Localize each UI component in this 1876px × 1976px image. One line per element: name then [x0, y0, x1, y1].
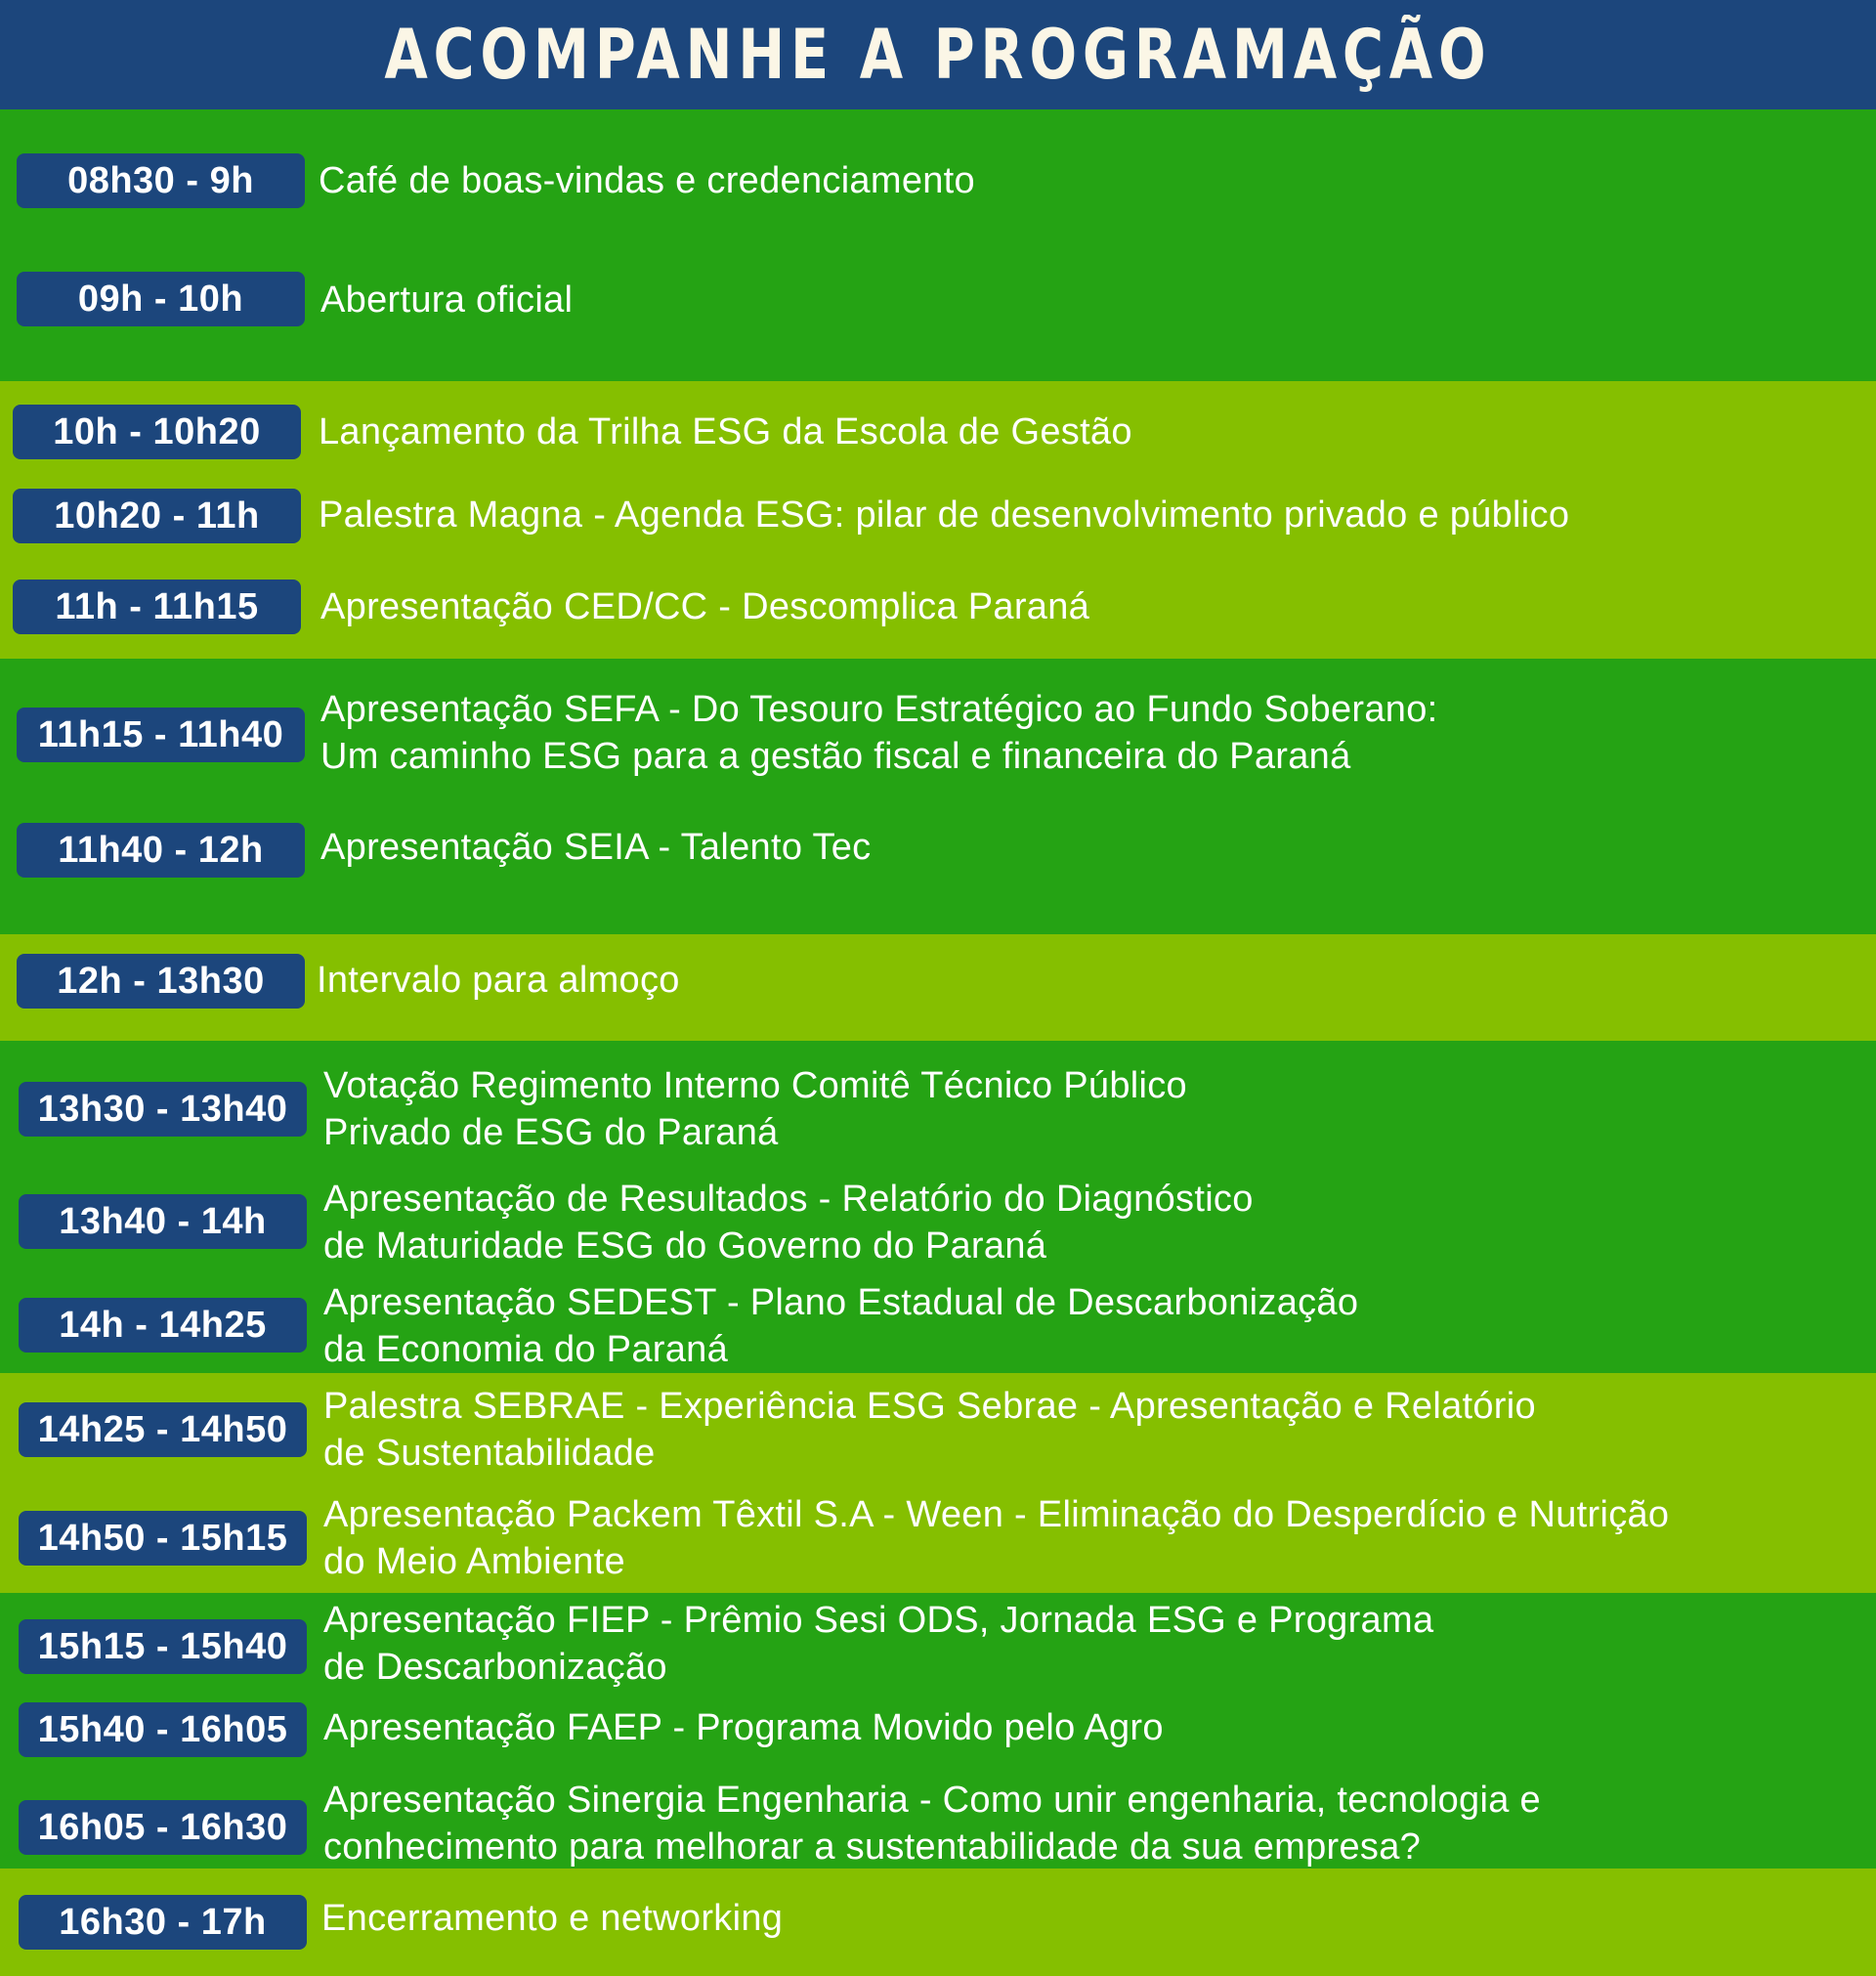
- session-title-line: Lançamento da Trilha ESG da Escola de Gestão: [319, 411, 1132, 452]
- session-title-line: Palestra Magna - Agenda ESG: pilar de desenvolvimento privado e público: [319, 494, 1570, 536]
- time-badge: 11h40 - 12h: [17, 823, 305, 878]
- session-title-line: Apresentação Sinergia Engenharia - Como unir engenharia, tecnologia e: [323, 1780, 1541, 1821]
- session-title-line: do Meio Ambiente: [323, 1541, 625, 1582]
- time-badge: 14h - 14h25: [19, 1298, 307, 1353]
- session-title: [323, 1062, 1187, 1156]
- session-title: [319, 157, 975, 204]
- time-badge: 14h50 - 15h15: [19, 1511, 307, 1566]
- session-title: [323, 1383, 1536, 1477]
- session-title-line: Palestra SEBRAE - Experiência ESG Sebrae - Apresentação e Relatório: [323, 1386, 1536, 1427]
- session-title-line: Um caminho ESG para a gestão fiscal e financeira do Paraná: [320, 736, 1351, 777]
- time-badge: 08h30 - 9h: [17, 153, 305, 208]
- session-title-line: Apresentação de Resultados - Relatório do Diagnóstico: [323, 1179, 1254, 1220]
- time-badge: 09h - 10h: [17, 272, 305, 326]
- session-title: [319, 408, 1132, 455]
- time-badge: 15h15 - 15h40: [19, 1619, 307, 1674]
- session-title-line: de Maturidade ESG do Governo do Paraná: [323, 1225, 1047, 1267]
- session-title: [317, 957, 680, 1004]
- session-title: [320, 824, 871, 871]
- time-badge: 11h15 - 11h40: [17, 708, 305, 762]
- session-title-line: Intervalo para almoço: [317, 960, 680, 1001]
- page-title: ACOMPANHE A PROGRAMAÇÃO: [384, 15, 1492, 95]
- session-title-line: de Sustentabilidade: [323, 1433, 656, 1474]
- header-bar: [0, 0, 1876, 109]
- time-badge: 16h05 - 16h30: [19, 1800, 307, 1855]
- time-badge: 12h - 13h30: [17, 954, 305, 1009]
- time-badge: 13h30 - 13h40: [19, 1082, 307, 1137]
- time-badge: 16h30 - 17h: [19, 1895, 307, 1950]
- session-title-line: Privado de ESG do Paraná: [323, 1112, 779, 1153]
- session-title-line: Café de boas-vindas e credenciamento: [319, 160, 975, 201]
- session-title-line: Apresentação CED/CC - Descomplica Paraná: [320, 586, 1090, 627]
- session-title: [319, 492, 1569, 538]
- session-title: [320, 686, 1438, 780]
- session-title: [323, 1491, 1669, 1585]
- session-title: [320, 277, 573, 323]
- session-title-line: Encerramento e networking: [321, 1898, 784, 1939]
- session-title: [323, 1279, 1358, 1373]
- time-badge: 13h40 - 14h: [19, 1194, 307, 1249]
- session-title-line: Apresentação SEIA - Talento Tec: [320, 827, 872, 868]
- session-title-line: Apresentação Packem Têxtil S.A - Ween - Eliminação do Desperdício e Nutrição: [323, 1494, 1670, 1535]
- band-morning-opening: [0, 109, 1876, 381]
- session-title-line: Apresentação SEFA - Do Tesouro Estratégico ao Fundo Soberano:: [320, 689, 1438, 730]
- session-title-line: Votação Regimento Interno Comitê Técnico Público: [323, 1065, 1187, 1106]
- session-title-line: de Descarbonização: [323, 1647, 667, 1688]
- time-badge: 11h - 11h15: [13, 580, 301, 634]
- time-badge: 10h - 10h20: [13, 405, 301, 459]
- session-title: [323, 1597, 1433, 1691]
- session-title-line: Apresentação FAEP - Programa Movido pelo Agro: [323, 1707, 1164, 1748]
- session-title-line: Apresentação SEDEST - Plano Estadual de Descarbonização: [323, 1282, 1359, 1323]
- time-badge: 14h25 - 14h50: [19, 1402, 307, 1457]
- time-badge: 15h40 - 16h05: [19, 1702, 307, 1757]
- session-title-line: da Economia do Paraná: [323, 1329, 729, 1370]
- session-title-line: Abertura oficial: [320, 279, 574, 321]
- session-title: [323, 1704, 1164, 1751]
- time-badge: 10h20 - 11h: [13, 489, 301, 543]
- session-title: [320, 583, 1089, 630]
- session-title-line: Apresentação FIEP - Prêmio Sesi ODS, Jornada ESG e Programa: [323, 1600, 1434, 1641]
- session-title: [321, 1895, 783, 1942]
- session-title-line: conhecimento para melhorar a sustentabilidade da sua empresa?: [323, 1826, 1422, 1868]
- session-title: [323, 1176, 1254, 1269]
- session-title: [323, 1777, 1541, 1870]
